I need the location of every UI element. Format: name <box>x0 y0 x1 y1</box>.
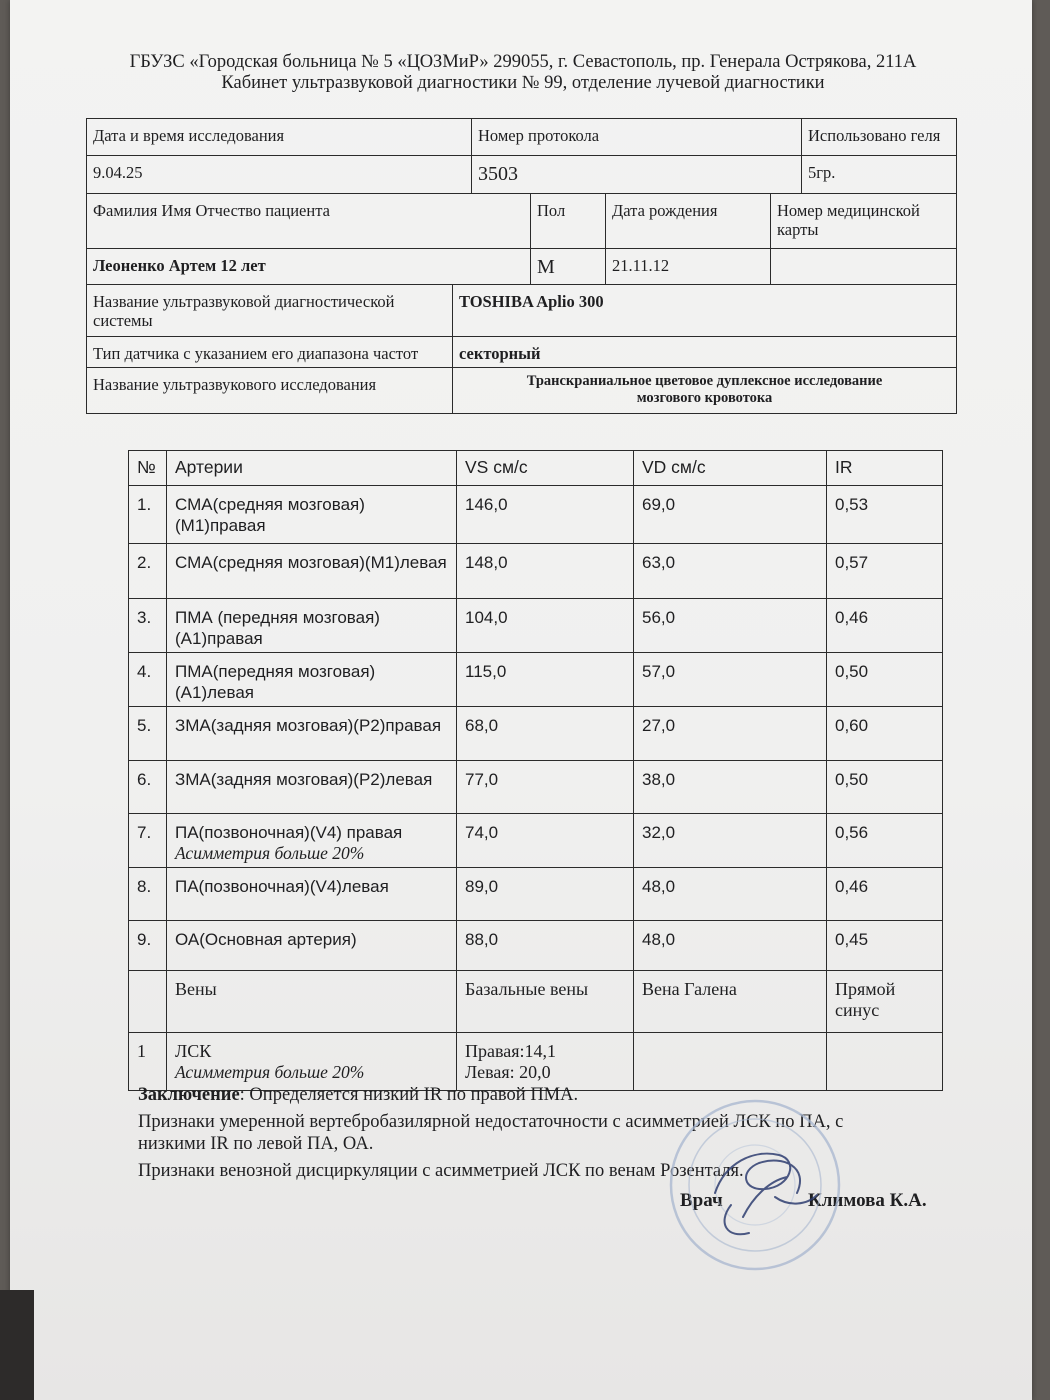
artery-ir: 0,50 <box>827 653 943 707</box>
birth-label: Дата рождения <box>606 194 771 248</box>
artery-row-number: 8. <box>129 868 167 921</box>
artery-ir: 0,53 <box>827 486 943 544</box>
basal-veins-values <box>457 1033 634 1091</box>
stamp-outer-ring <box>671 1101 839 1269</box>
artery-name: ЗМА(задняя мозговая)(Р2)правая <box>167 707 457 761</box>
col-galen-header: Вена Галена <box>634 971 827 1033</box>
patient-label: Фамилия Имя Отчество пациента <box>87 194 531 248</box>
artery-vd: 27,0 <box>634 707 827 761</box>
sex-label: Пол <box>531 194 606 248</box>
artery-vs: 88,0 <box>457 921 634 971</box>
artery-row-number: 1. <box>129 486 167 544</box>
artery-vd: 48,0 <box>634 921 827 971</box>
doctor-name: Климова К.А. <box>808 1190 927 1211</box>
probe-label: Тип датчика с указанием его диапазона частот <box>87 337 453 368</box>
birth-value: 21.11.12 <box>612 255 670 275</box>
patient-birth-date <box>606 248 771 284</box>
doctor-title: Врач <box>680 1190 723 1211</box>
col-vd-header: VD см/с <box>634 451 827 486</box>
exam-info-block-system <box>86 285 957 415</box>
artery-vd: 56,0 <box>634 599 827 653</box>
artery-row <box>129 707 943 761</box>
artery-ir: 0,57 <box>827 544 943 599</box>
study-row <box>87 368 957 414</box>
galen-value-empty <box>634 1033 827 1091</box>
artery-name: ЗМА(задняя мозговая)(Р2)левая <box>167 761 457 814</box>
col-num-header: № <box>129 451 167 486</box>
artery-row-number: 9. <box>129 921 167 971</box>
artery-row <box>129 599 943 653</box>
artery-row-number: 7. <box>129 814 167 868</box>
artery-row-number: 5. <box>129 707 167 761</box>
conclusion-text-2: Признаки умеренной вертебробазилярной недостаточности с асимметрией ЛСК по ПА, с низкими IR по левой ПА, ОА. <box>138 1112 844 1154</box>
artery-vs: 148,0 <box>457 544 634 599</box>
artery-name: ОА(Основная артерия) <box>167 921 457 971</box>
patient-sex: М <box>531 248 606 284</box>
stamp-inner-ring <box>689 1119 821 1251</box>
exam-info-block-patient <box>86 194 957 285</box>
document-header <box>60 52 986 94</box>
artery-ir: 0,50 <box>827 761 943 814</box>
patient-value-row <box>87 248 957 284</box>
artery-row-number: 2. <box>129 544 167 599</box>
artery-vs: 104,0 <box>457 599 634 653</box>
artery-vd: 32,0 <box>634 814 827 868</box>
veins-header-row <box>129 971 943 1033</box>
artery-name-cell <box>167 814 457 868</box>
artery-ir: 0,60 <box>827 707 943 761</box>
artery-row-number: 4. <box>129 653 167 707</box>
artery-row-number: 3. <box>129 599 167 653</box>
artery-name: СМА(средняя мозговая)(М1)левая <box>167 544 457 599</box>
artery-row <box>129 486 943 544</box>
gel-value: 5гр. <box>802 156 957 194</box>
artery-row <box>129 921 943 971</box>
protocol-value: 3503 <box>472 156 802 194</box>
study-label: Название ультразвукового исследования <box>87 368 453 414</box>
asymmetry-note: Асимметрия больше 20% <box>175 843 365 863</box>
col-artery-header: Артерии <box>167 451 457 486</box>
artery-vs: 77,0 <box>457 761 634 814</box>
artery-name: ПМА(передняя мозговая)(А1)левая <box>167 653 457 707</box>
artery-row-number: 6. <box>129 761 167 814</box>
card-label: Номер медицинской карты <box>771 194 957 248</box>
artery-row <box>129 761 943 814</box>
artery-vd: 63,0 <box>634 544 827 599</box>
exam-info-table <box>86 118 956 414</box>
artery-vs: 89,0 <box>457 868 634 921</box>
exam-info-value-row <box>87 156 957 194</box>
artery-vd: 69,0 <box>634 486 827 544</box>
artery-ir: 0,46 <box>827 868 943 921</box>
conclusion-text-3: Признаки венозной дисциркуляции с асимметрией ЛСК по венам Розенталя. <box>138 1161 744 1181</box>
artery-vd: 48,0 <box>634 868 827 921</box>
artery-row <box>129 653 943 707</box>
artery-vs: 115,0 <box>457 653 634 707</box>
sinus-value-empty <box>827 1033 943 1091</box>
col-sinus-header: Прямой синус <box>827 971 943 1033</box>
vein-name: ЛСК <box>175 1041 212 1061</box>
artery-name: СМА(средняя мозговая)(М1)правая <box>167 486 457 544</box>
artery-vs: 74,0 <box>457 814 634 868</box>
doctor-stamp <box>657 1097 857 1272</box>
protocol-label: Номер протокола <box>472 119 802 156</box>
card-number-empty <box>771 248 957 284</box>
probe-value: секторный <box>453 337 957 368</box>
vein-row <box>129 1033 943 1091</box>
institution-line: ГБУЗС «Городская больница № 5 «ЦОЗМиР» 299055, г. Севастополь, пр. Генерала Острякова, 211А <box>129 52 917 72</box>
system-row <box>87 285 957 337</box>
conclusion-text-1: : Определяется низкий IR по правой ПМА. <box>239 1085 579 1105</box>
col-ir-header: IR <box>827 451 943 486</box>
arteries-table <box>128 450 943 1091</box>
artery-row <box>129 868 943 921</box>
col-basal-header: Базальные вены <box>457 971 634 1033</box>
conclusion-label: Заключение <box>138 1085 240 1105</box>
basal-right-value: Правая:14,1 <box>465 1041 557 1061</box>
exam-info-block-date <box>86 118 957 194</box>
system-label: Название ультразвуковой диагностической системы <box>87 285 453 337</box>
vein-name-cell <box>167 1033 457 1091</box>
artery-vd: 38,0 <box>634 761 827 814</box>
patient-label-row <box>87 194 957 248</box>
date-label: Дата и время исследования <box>87 119 472 156</box>
basal-left-value: Левая: 20,0 <box>465 1062 551 1082</box>
artery-ir: 0,46 <box>827 599 943 653</box>
artery-ir: 0,56 <box>827 814 943 868</box>
patient-name: Леоненко Артем 12 лет <box>87 248 531 284</box>
date-value: 9.04.25 <box>87 156 472 194</box>
study-value: Транскраниальное цветовое дуплексное исследование мозгового кровотока <box>453 368 957 414</box>
artery-ir: 0,45 <box>827 921 943 971</box>
artery-name: ПА(позвоночная)(V4) правая <box>175 823 403 842</box>
probe-row <box>87 337 957 368</box>
signature-scribble <box>715 1154 817 1235</box>
col-vs-header: VS см/с <box>457 451 634 486</box>
artery-vs: 146,0 <box>457 486 634 544</box>
system-value: TOSHIBA Aplio 300 <box>453 285 957 337</box>
background-corner <box>0 1290 34 1400</box>
artery-name: ПМА (передняя мозговая)(А1)правая <box>167 599 457 653</box>
department-line: Кабинет ультразвуковой диагностики № 99, отделение лучевой диагностики <box>221 73 825 93</box>
artery-row <box>129 814 943 868</box>
artery-vd: 57,0 <box>634 653 827 707</box>
vein-row-number: 1 <box>129 1033 167 1091</box>
asymmetry-note: Асимметрия больше 20% <box>175 1062 365 1082</box>
gel-label: Использовано геля <box>802 119 957 156</box>
artery-row <box>129 544 943 599</box>
artery-name: ПА(позвоночная)(V4)левая <box>167 868 457 921</box>
artery-vs: 68,0 <box>457 707 634 761</box>
exam-info-label-row <box>87 119 957 156</box>
veins-num-header-empty <box>129 971 167 1033</box>
col-veins-header: Вены <box>167 971 457 1033</box>
arteries-header-row <box>129 451 943 486</box>
